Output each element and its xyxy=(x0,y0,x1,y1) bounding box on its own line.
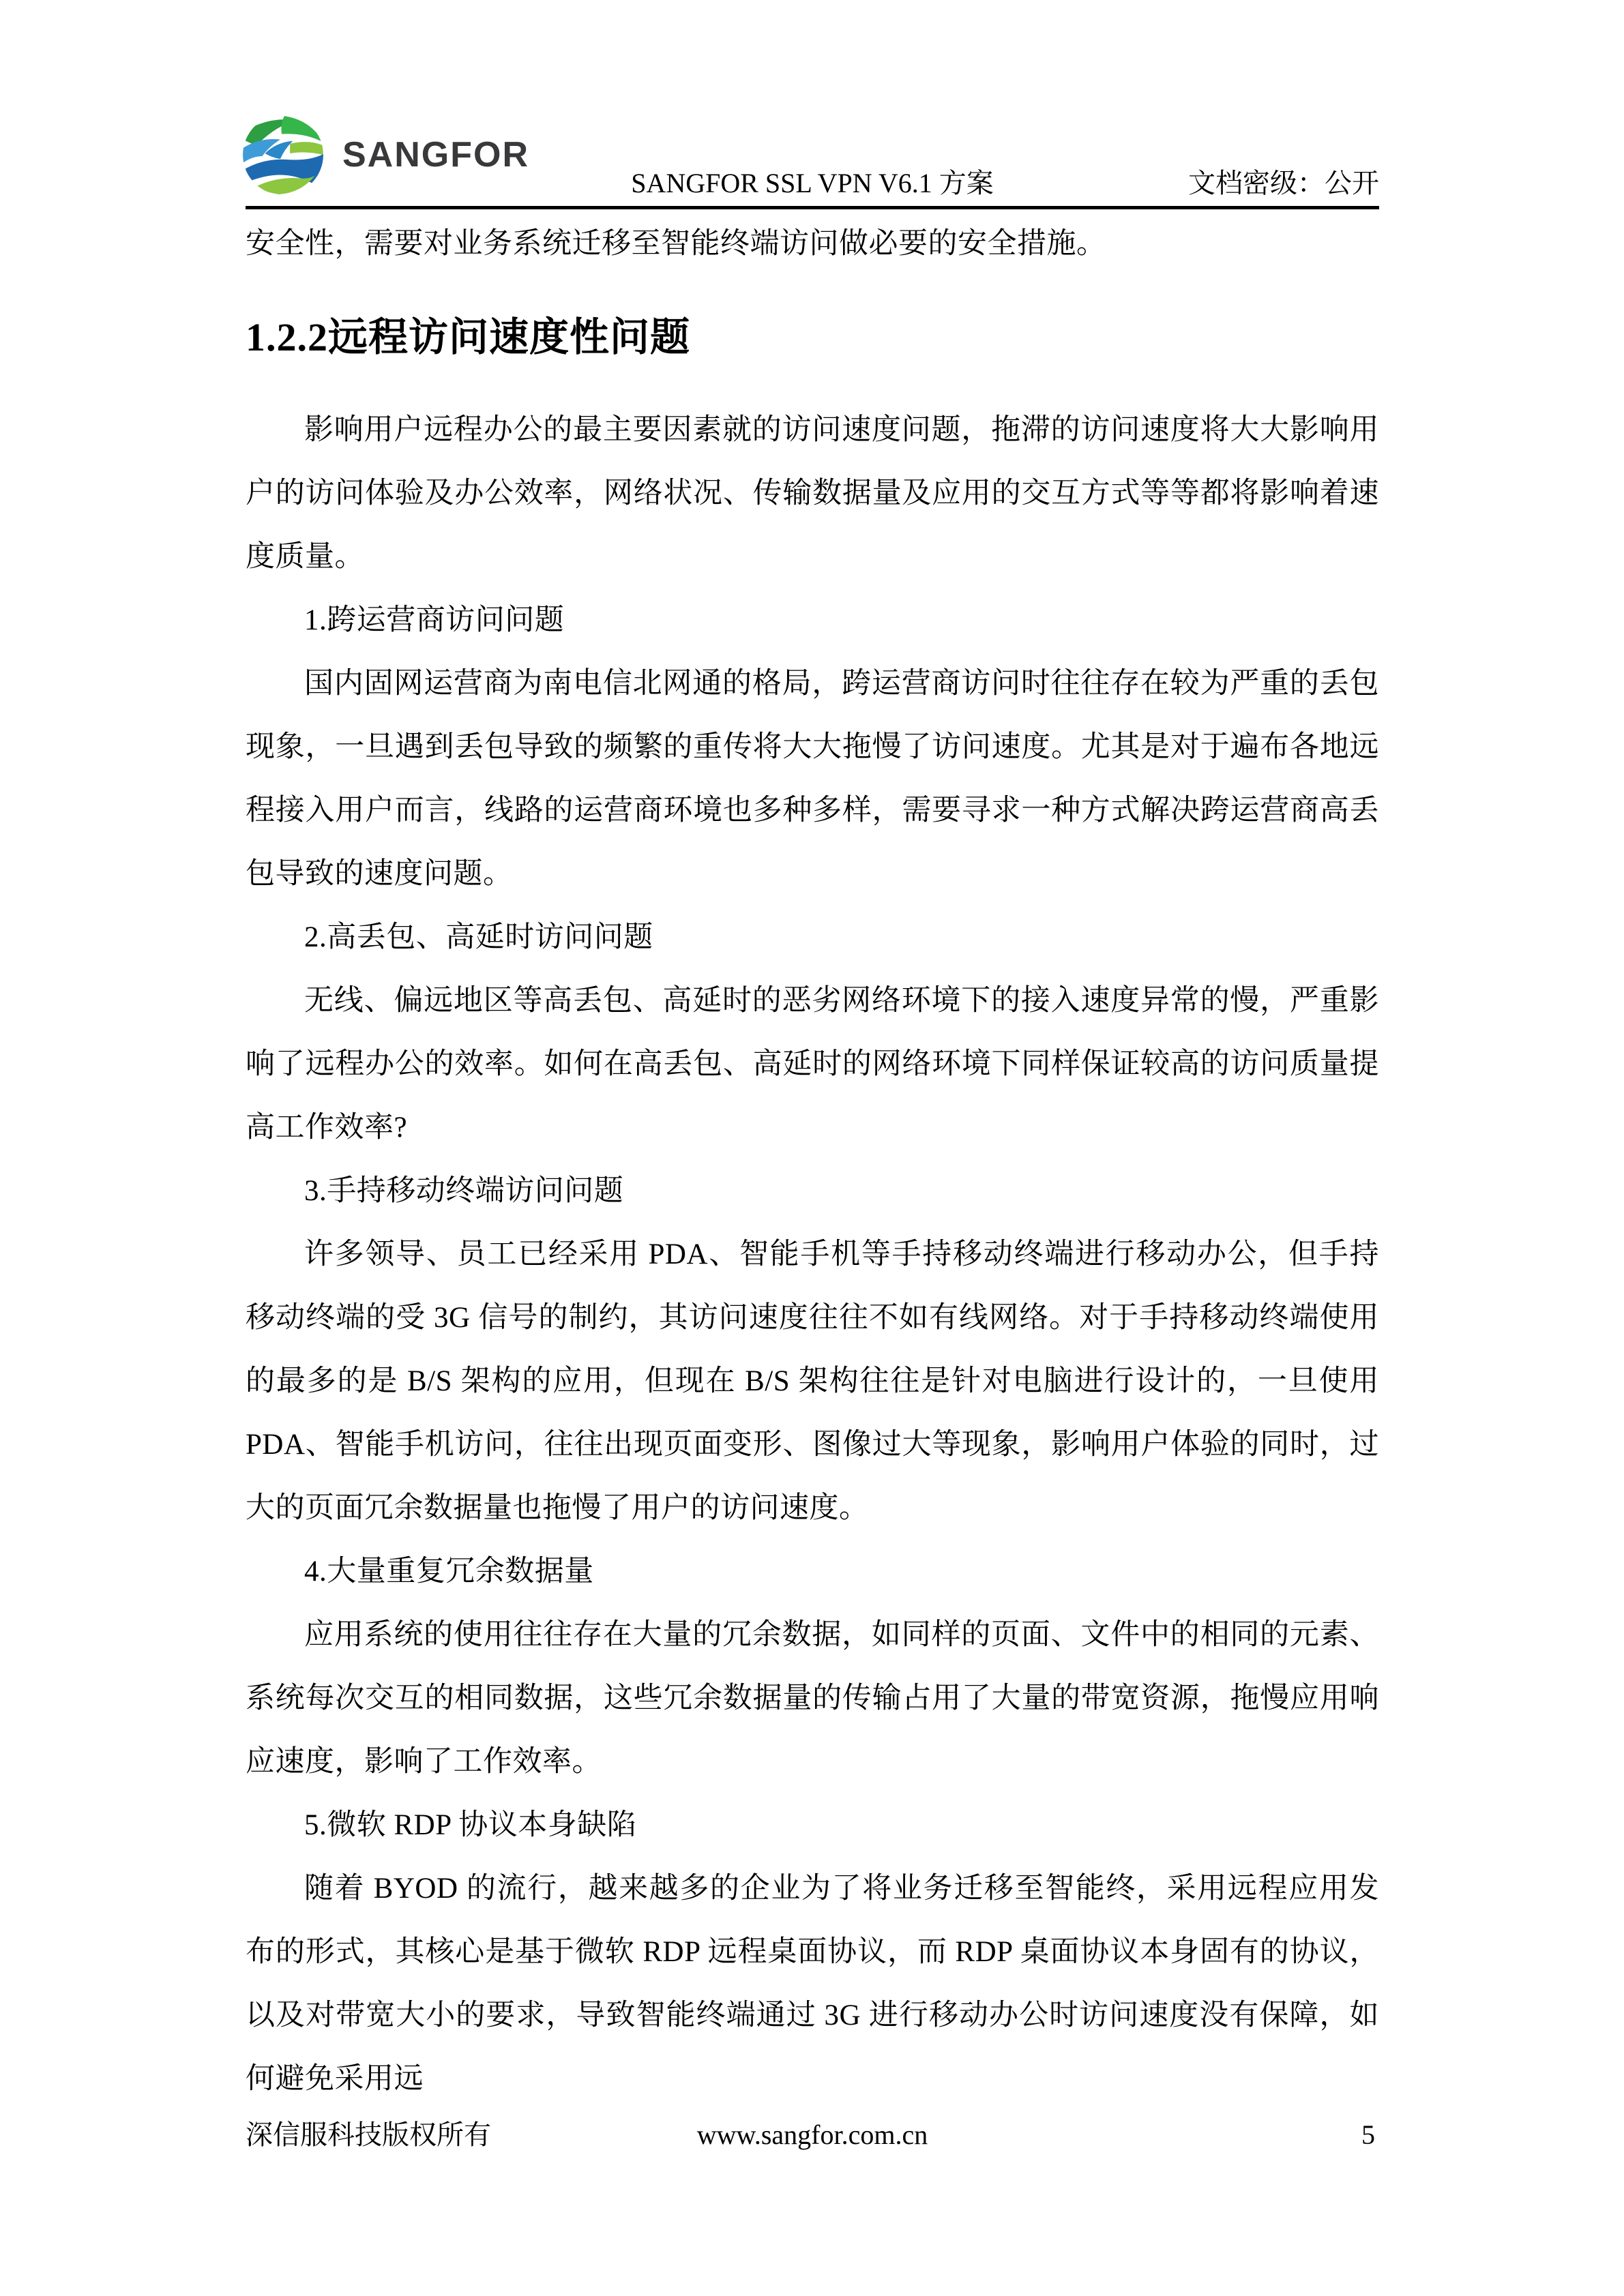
header-classification: 文档密级：公开 xyxy=(1188,168,1379,198)
page-header xyxy=(246,166,1379,205)
numbered-item: 4.大量重复冗余数据量 xyxy=(304,1555,594,1587)
paragraph: 国内固网运营商为南电信北网通的格局，跨运营商访问时往往存在较为严重的丢包现象，一旦遇到丢包导致的频繁的重传将大大拖慢了访问速度。尤其是对于遍布各地远程接入用户而言，线路的运营商环境也多种多样，需要寻求一种方式解决跨运营商高丢包导致的速度问题。 xyxy=(246,668,1379,890)
paragraph: 无线、偏远地区等高丢包、高延时的恶劣网络环境下的接入速度异常的慢，严重影响了远程办公的效率。如何在高丢包、高延时的网络环境下同样保证较高的访问质量提高工作效率? xyxy=(246,985,1379,1144)
section-heading: 1.2.2远程访问速度性问题 xyxy=(246,315,691,359)
header-doc-title: SANGFOR SSL VPN V6.1 方案 xyxy=(631,168,994,198)
document-body xyxy=(246,212,1379,2111)
paragraph: 随着 BYOD 的流行，越来越多的企业为了将业务迁移至智能终，采用远程应用发布的形式，其核心是基于微软 RDP 远程桌面协议，而 RDP 桌面协议本身固有的协议，以及对带宽大小的要求，导致智能终端通过 3G 进行移动办公时访问速度没有保障，如何避免采用远 xyxy=(246,1873,1379,2095)
numbered-item: 3.手持移动终端访问问题 xyxy=(304,1175,624,1207)
footer-page-number: 5 xyxy=(1361,2119,1375,2150)
numbered-item: 1.跨运营商访问问题 xyxy=(304,604,565,636)
header-rule xyxy=(246,206,1379,209)
page-footer xyxy=(246,2117,1379,2158)
numbered-item: 2.高丢包、高延时访问问题 xyxy=(304,921,653,953)
numbered-item: 5.微软 RDP 协议本身缺陷 xyxy=(304,1809,637,1841)
paragraph: 影响用户远程办公的最主要因素就的访问速度问题，拖滞的访问速度将大大影响用户的访问体验及办公效率，网络状况、传输数据量及应用的交互方式等等都将影响着速度质量。 xyxy=(246,414,1379,573)
footer-copyright: 深信服科技版权所有 xyxy=(246,2119,491,2150)
footer-website: www.sangfor.com.cn xyxy=(696,2119,928,2150)
paragraph: 许多领导、员工已经采用 PDA、智能手机等手持移动终端进行移动办公，但手持移动终端的受 3G 信号的制约，其访问速度往往不如有线网络。对于手持移动终端使用的最多的是 B/S 架构的应用，但现在 B/S 架构往往是针对电脑进行设计的，一旦使用 PDA、智能手机访问，往往出现页面变形、图像过大等现象，影响用户体验的同时，过大的页面冗余数据量也拖慢了用户的访问速度。 xyxy=(246,1238,1379,1524)
brand-wordmark: SANGFOR xyxy=(342,135,529,175)
paragraph: 应用系统的使用往往存在大量的冗余数据，如同样的页面、文件中的相同的元素、系统每次交互的相同数据，这些冗余数据量的传输占用了大量的带宽资源，拖慢应用响应速度，影响了工作效率。 xyxy=(246,1619,1379,1778)
paragraph-continuation: 安全性，需要对业务系统迁移至智能终端访问做必要的安全措施。 xyxy=(246,228,1106,260)
